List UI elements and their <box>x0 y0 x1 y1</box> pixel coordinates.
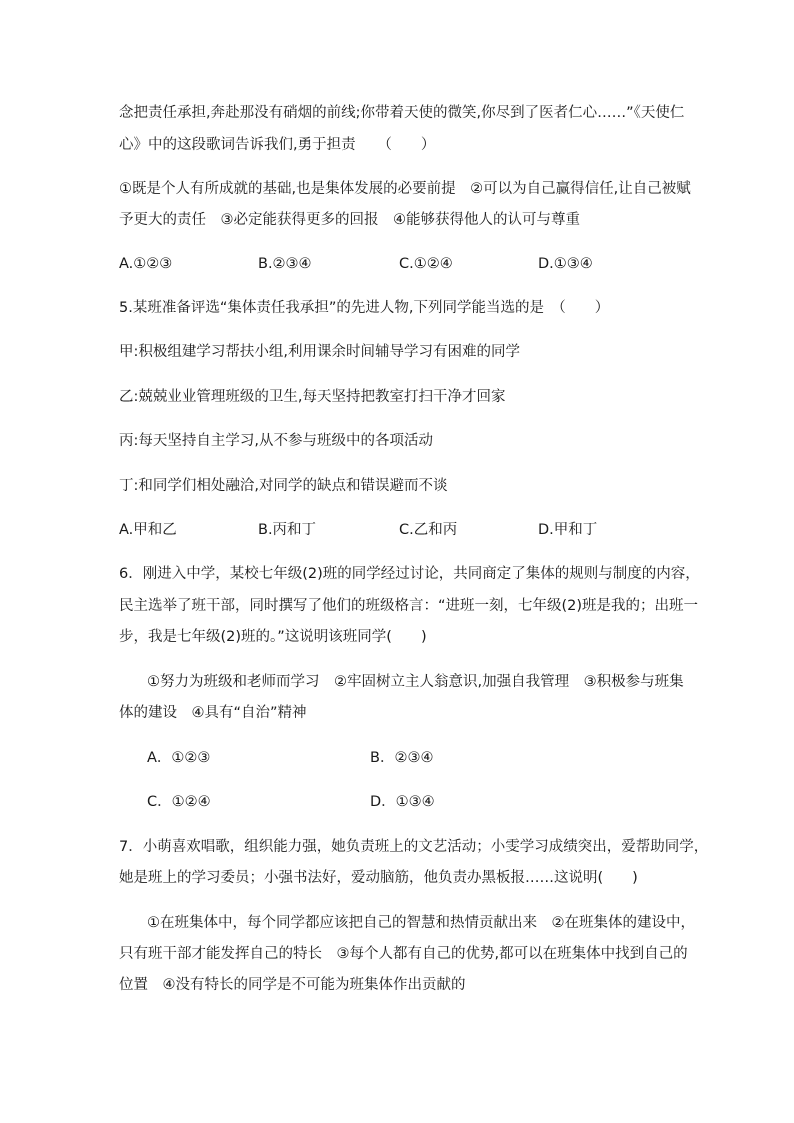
q6-option-b: B．②③④ <box>370 750 434 766</box>
q5-person-ding: 丁:和同学们相处融洽,对同学的缺点和错误避而不谈 <box>119 478 448 494</box>
q4-option-c: C.①②④ <box>399 256 453 272</box>
q4-statement-line-1: ①既是个人有所成就的基础,也是集体发展的必要前提 ②可以为自己赢得信任,让自己被赋 <box>119 181 691 197</box>
q5-person-jia: 甲:积极组建学习帮扶小组,利用课余时间辅导学习有困难的同学 <box>119 344 520 360</box>
q6-statement-line-2: 体的建设 ④具有“自治”精神 <box>119 705 307 721</box>
q5-person-bing: 丙:每天坚持自主学习,从不参与班级中的各项活动 <box>119 433 433 449</box>
q6-stem-line-3: 步，我是七年级(2)班的。”这说明该班同学( ) <box>119 629 427 645</box>
q5-stem: 5.某班准备评选“集体责任我承担”的先进人物,下列同学能当选的是 （ ） <box>119 300 610 316</box>
q5-person-yi: 乙:兢兢业业管理班级的卫生,每天坚持把教室打扫干净才回家 <box>119 389 506 405</box>
q6-option-c: C．①②④ <box>147 794 211 810</box>
q4-statement-line-2: 予更大的责任 ③必定能获得更多的回报 ④能够获得他人的认可与尊重 <box>119 212 580 228</box>
q5-option-a: A.甲和乙 <box>119 522 177 538</box>
q7-stem-line-2: 她是班上的学习委员；小强书法好，爱动脑筋，他负责办黑板报……这说明( ) <box>119 870 638 886</box>
q4-option-a: A.①②③ <box>119 256 173 272</box>
q7-stem-line-1: 7．小萌喜欢唱歌，组织能力强，她负责班上的文艺活动；小雯学习成绩突出，爱帮助同学， <box>119 839 709 855</box>
q6-stem-line-1: 6．刚进入中学，某校七年级(2)班的同学经过讨论，共同商定了集体的规则与制度的内容， <box>119 566 700 582</box>
q4-stem-line-2: 心》中的这段歌词告诉我们,勇于担责 （ ） <box>119 137 436 153</box>
q4-option-d: D.①③④ <box>538 256 593 272</box>
q7-statement-line-3: 位置 ④没有特长的同学是不可能为班集体作出贡献的 <box>119 977 466 993</box>
q6-option-d: D．①③④ <box>370 794 435 810</box>
q7-statement-line-1: ①在班集体中，每个同学都应该把自己的智慧和热情贡献出来 ②在班集体的建设中， <box>147 915 695 931</box>
q4-stem-line-1: 念把责任承担,奔赴那没有硝烟的前线;你带着天使的微笑,你尽到了医者仁心……”《天使仁 <box>119 105 685 121</box>
q5-option-d: D.甲和丁 <box>538 522 598 538</box>
q7-statement-line-2: 只有班干部才能发挥自己的特长 ③每个人都有自己的优势,都可以在班集体中找到自己的 <box>119 946 688 962</box>
q6-option-a: A．①②③ <box>147 750 211 766</box>
q5-option-c: C.乙和丙 <box>399 522 458 538</box>
q6-stem-line-2: 民主选举了班干部，同时撰写了他们的班级格言：“进班一刻，七年级(2)班是我的；出班一 <box>119 598 699 614</box>
q6-statement-line-1: ①努力为班级和老师而学习 ②牢固树立主人翁意识,加强自我管理 ③积极参与班集 <box>147 674 684 690</box>
q5-option-b: B.丙和丁 <box>258 522 317 538</box>
q4-option-b: B.②③④ <box>258 256 312 272</box>
